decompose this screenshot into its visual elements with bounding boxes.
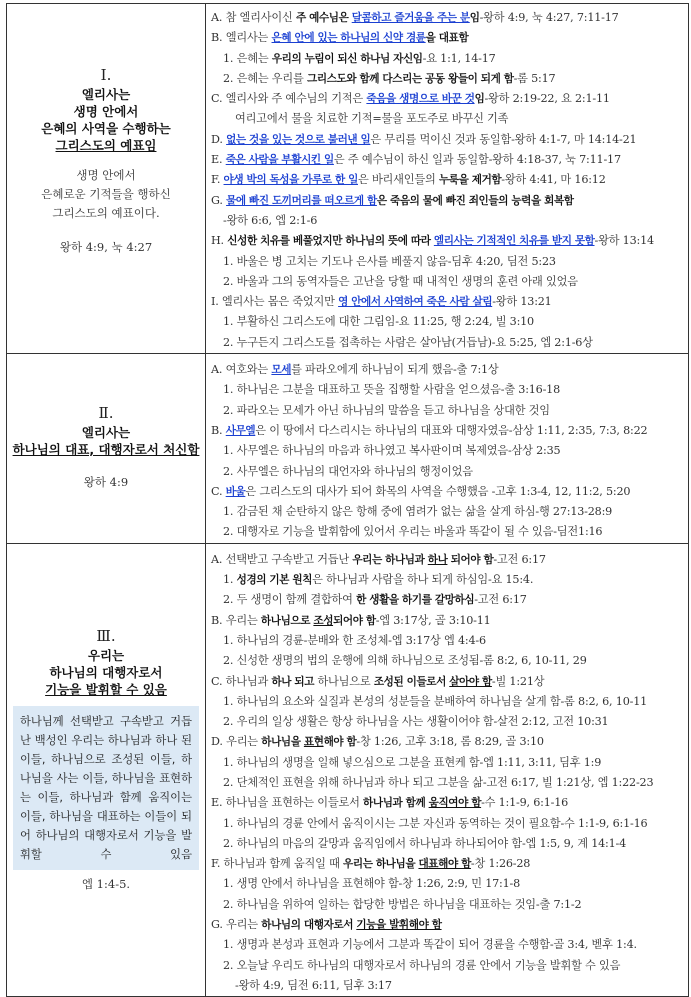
point-text: 1. [223, 573, 237, 587]
point-text: -창 1:26-28 [470, 857, 531, 871]
point-text: 은 이 땅에서 다스리시는 하나님의 대표와 대행자였음-삼상 1:11, 2:35, 7:3, 8:22 [255, 423, 648, 437]
section-numeral: Ⅱ. [98, 403, 114, 422]
outline-point [211, 976, 688, 996]
point-text: A. 여호와는 [211, 363, 272, 377]
outline-point [211, 231, 688, 251]
outline-point [211, 651, 688, 671]
points-list [211, 360, 688, 543]
heading-underlined: 그리스도의 예표임 [55, 137, 157, 153]
emphasis-text: 하나님의 대행자로서 [261, 919, 357, 932]
outline-point [211, 631, 688, 651]
emphasis-underlined-text: 표현 [303, 736, 324, 749]
point-text: 2. 은혜는 우리를 [223, 71, 307, 85]
emphasis-text: 누룩을 제거함 [438, 174, 502, 187]
highlight-text: 죽음을 생명으로 바꾼 것 [366, 93, 475, 106]
highlight-text: 은혜 안에 있는 하나님의 신약 경륜 [271, 32, 426, 45]
heading-line: 생명 안에서 [73, 103, 139, 119]
emphasis-text: 하나 되고 [271, 675, 315, 688]
outline-point [211, 272, 688, 292]
point-text: 1. 하나님의 생명을 일해 넣으심으로 그분을 표현케 함-엡 1:11, 3:11, 딤후 1:9 [223, 755, 602, 769]
point-text: 2. 누구든지 그리스도를 접촉하는 사람은 살아남(거듭남)-요 5:25, 엡 2:1-6상 [223, 335, 593, 349]
highlight-text: 엘리사는 기적적인 치유를 받지 못함 [433, 235, 595, 248]
outline-point [211, 712, 688, 732]
point-text: -왕하 4:9, 눅 4:27, 7:11-17 [479, 11, 619, 24]
outline-point [211, 550, 688, 570]
point-text: 1. 생명 안에서 하나님을 표현해야 함-창 1:26, 2:9, 민 17:1-8 [223, 877, 521, 891]
outline-point [211, 732, 688, 752]
emphasis-underlined-text: 대표해야 함 [418, 858, 471, 871]
outline-point [211, 150, 688, 170]
points-list [211, 550, 688, 997]
emphasis-text: 하나님으로 [260, 614, 314, 627]
point-text: 2. 바울과 그의 동역자들은 고난을 당할 때 내적인 생명의 훈련 아래 있었음 [223, 274, 578, 288]
emphasis-text: 하나님을 [261, 736, 304, 749]
section-1-row [7, 4, 689, 354]
point-text: 1. 바울은 병 고치는 기도나 은사를 베풀지 않음-딤후 4:20, 딤전 5:23 [223, 254, 556, 268]
point-text: 1. 하나님의 경륜 안에서 움직이시는 그분 자신과 동역하는 것이 필요함-수 1:1-9, 6:1-16 [223, 816, 648, 830]
point-text: A. 선택받고 구속받고 거듭난 [211, 552, 353, 566]
outline-point [211, 814, 688, 834]
outline-point [211, 935, 688, 955]
heading-line: 하나님의 대행자로서 [49, 665, 163, 681]
point-text: -고전 6:17 [474, 593, 527, 607]
section-3-points-cell [206, 543, 689, 997]
point-text: 1. 감금된 채 순탄하지 않은 항해 중에 염려가 없는 삶을 살게 하심-행 27:13-28:9 [223, 505, 613, 519]
point-text: -롬 5:17 [513, 71, 556, 85]
point-text: -요 1:1, 14-17 [422, 51, 496, 65]
emphasis-text: 그리스도와 함께 다스리는 공동 왕들이 되게 함 [307, 72, 514, 85]
emphasis-text: 우리는 하나님을 [343, 858, 419, 871]
outline-point [211, 915, 688, 935]
outline-point [211, 312, 688, 332]
outline-point [211, 956, 688, 976]
outline-point [211, 570, 688, 590]
point-text: C. 엘리사와 주 예수님의 기적은 [211, 92, 367, 106]
point-text: 은 그리스도의 대사가 되어 화목의 사역을 수행했음 -고후 1:3-4, 12, 11:2, 5:20 [245, 484, 631, 498]
section-numeral: Ⅰ. [100, 65, 112, 84]
outline-point [211, 482, 688, 502]
emphasis-text: 되어야 함 [447, 553, 494, 566]
heading-line: 엘리사는 [81, 86, 131, 102]
outline-point [211, 834, 688, 854]
point-text: -창 1:26, 고후 3:18, 롬 8:29, 골 3:10 [356, 735, 544, 749]
point-text: B. 우리는 [211, 613, 261, 627]
point-text: -왕하 2:19-22, 요 2:1-11 [484, 92, 610, 106]
emphasis-underlined-text: 하나 [427, 553, 448, 566]
point-text: 2. 대행자로 기능을 발휘함에 있어서 우리는 바울과 똑같이 될 수 있음-딤전1:16 [223, 525, 603, 539]
emphasis-underlined-text: 살아야 함 [449, 675, 492, 688]
highlight-text: 물에 빠진 도끼머리를 떠오르게 함 [226, 194, 377, 207]
outline-point [211, 462, 688, 482]
point-text: F. 하나님과 함께 움직일 때 [211, 857, 344, 871]
outline-point [211, 590, 688, 610]
point-text: 2. 신성한 생명의 법의 운행에 의해 하나님으로 조성됨-롬 8:2, 6, 10-11, 29 [223, 654, 587, 668]
point-text: C. 하나님과 [211, 674, 272, 688]
point-text: -왕하 6:6, 엡 2:1-6 [223, 213, 318, 227]
emphasis-text: 임 [474, 93, 485, 106]
outline-point [211, 292, 688, 312]
outline-point [211, 502, 688, 522]
point-text: 2. 하나님의 마음의 갈망과 움직임에서 하나님과 하나되어야 함-엡 1:5, 9, 계 14:1-4 [223, 836, 627, 850]
emphasis-underlined-text: 조성 [313, 614, 334, 627]
emphasis-text: 우리의 누림이 되신 하나님 자신임 [271, 52, 423, 65]
point-text: 은 하나님과 사람을 하나 되게 하심임-요 15:4. [312, 573, 534, 587]
outline-point [211, 854, 688, 874]
point-text: G. 우리는 [211, 918, 262, 932]
point-text: 2. 우리의 일상 생활은 항상 하나님을 사는 생활이어야 함-살전 2:12, 고전 10:31 [223, 715, 609, 729]
highlight-text: 바울 [225, 485, 246, 498]
outline-point [211, 252, 688, 272]
point-text: G. [211, 193, 227, 207]
outline-point [211, 793, 688, 813]
section-2-row [7, 354, 689, 544]
point-text: 1. 사무엘은 하나님의 마음과 하나였고 복사판이며 복제였음-삼상 2:35 [223, 444, 561, 458]
outline-point [211, 380, 688, 400]
emphasis-text: 조성된 이들로서 [373, 675, 450, 688]
section-2-header-cell [7, 354, 206, 544]
description-line: 은혜로운 기적들을 행하신 [41, 186, 171, 201]
outline-point [211, 69, 688, 89]
section-description [41, 166, 171, 223]
point-text: 은 바리새인들의 [357, 173, 439, 187]
point-text: 2. 두 생명이 함께 결합하여 [223, 593, 357, 607]
point-text: 2. 하나님을 위하여 일하는 합당한 방법은 하나님을 대표하는 것임-출 7:1-2 [223, 897, 582, 911]
outline-point [211, 895, 688, 915]
point-text: 1. 부활하신 그리스도에 대한 그림임-요 11:25, 행 2:24, 빌 3:10 [223, 315, 534, 329]
point-text: 를 파라오에게 하나님이 되게 했음-출 7:1상 [291, 363, 499, 377]
emphasis-text: 은 죽음의 물에 빠진 죄인들의 능력을 회복함 [376, 194, 574, 207]
highlight-text: 영 안에서 사역하여 죽은 사람 살림 [338, 296, 493, 309]
point-text: I. 엘리사는 몸은 죽었지만 [211, 295, 339, 309]
description-line: 그리스도의 예표이다. [52, 205, 160, 220]
outline-point [211, 611, 688, 631]
outline-point [211, 773, 688, 793]
point-text: -왕하 13:14 [594, 234, 654, 248]
section-2-points-cell [206, 354, 689, 544]
point-text: -고전 6:17 [493, 552, 546, 566]
emphasis-text: 임 [469, 12, 480, 24]
heading-underlined: 기능을 발휘할 수 있음 [45, 682, 167, 698]
section-reference: 왕하 4:9 [83, 474, 129, 489]
point-text: 1. 하나님의 경륜-분배와 한 조성체-엡 3:17상 엡 4:4-6 [223, 633, 486, 647]
outline-point [211, 672, 688, 692]
point-text: 은 무리를 먹이신 것과 동일함-왕하 4:1-7, 마 14:14-21 [370, 132, 637, 146]
point-text: C. [211, 484, 226, 498]
section-heading [45, 647, 167, 698]
emphasis-underlined-text: 움직여야 함 [428, 797, 482, 810]
section-3-row [7, 543, 689, 997]
outline-point [211, 874, 688, 894]
section-reference: 왕하 4:9, 눅 4:27 [59, 239, 153, 254]
outline-point [211, 8, 688, 28]
section-reference: 엡 1:4-5. [81, 877, 131, 892]
outline-point [211, 333, 688, 353]
highlight-text: 죽은 사람을 부활시킨 일 [225, 154, 334, 167]
section-heading [41, 86, 170, 154]
outline-point [211, 753, 688, 773]
point-text: 2. 파라오는 모세가 아닌 하나님의 말씀을 듣고 하나님을 상대한 것임 [223, 403, 550, 417]
outline-point [211, 191, 688, 211]
emphasis-text: 주 예수님은 [295, 12, 352, 24]
sermon-outline-table [6, 3, 689, 997]
emphasis-text: 신성한 치유를 베풀었지만 하나님의 뜻에 따라 [227, 235, 434, 248]
point-text: 1. 은혜는 [223, 51, 272, 65]
point-text: 2. 오늘날 우리도 하나님의 대행자로서 하나님의 경륜 안에서 기능을 발휘할 수 있음 [223, 958, 621, 972]
emphasis-underlined-text: 기능을 발휘해야 함 [356, 919, 442, 932]
point-text: E. [211, 153, 226, 167]
point-text: -왕하 4:9, 딤전 6:11, 딤후 3:17 [235, 978, 392, 992]
section-1-points-cell [206, 4, 689, 354]
point-text: 하나님으로 [314, 674, 374, 688]
point-text: -왕하 4:41, 마 16:12 [501, 173, 606, 187]
section-summary-box: 하나님께 선택받고 구속받고 거듭난 백성인 우리는 하나님과 하나 된 이들, 하나님으로 조성된 이들, 하나님을 사는 이들, 하나님을 표현하는 이들, 하나님과 함께 움직이는 이들, 하나님을 대표하는 이들이 되어 하나님의 대행자로서 기능을 발휘할 수 있음 [13, 706, 199, 870]
emphasis-text: 한 생활을 하기를 갈망하심 [356, 594, 475, 607]
outline-point [211, 522, 688, 542]
point-text: 1. 생명과 본성과 표현과 기능에서 그분과 똑같이 되어 경륜을 수행함-골 3:4, 벧후 1:4. [223, 938, 637, 952]
outline-point [211, 89, 688, 109]
point-text: 2. 단체적인 표현을 위해 하나님과 하나 되고 그분을 삶-고전 6:17, 빌 1:21상, 엡 1:22-23 [223, 775, 654, 789]
point-text: -빌 1:21상 [491, 674, 545, 688]
emphasis-text: 성경의 기본 원칙 [236, 574, 313, 587]
outline-point [211, 421, 688, 441]
heading-line: 은혜의 사역을 수행하는 [41, 120, 171, 136]
outline-point [211, 441, 688, 461]
section-3-header-cell [7, 543, 206, 997]
outline-point [211, 109, 688, 129]
outline-point [211, 360, 688, 380]
outline-point [211, 692, 688, 712]
point-text: -수 1:1-9, 6:1-16 [481, 796, 569, 810]
outline-point [211, 130, 688, 150]
emphasis-text: 을 대표함 [425, 32, 469, 45]
emphasis-text: 해야 함 [323, 736, 357, 749]
point-text: 은 주 예수님이 하신 일과 동일함-왕하 4:18-37, 눅 7:11-17 [333, 153, 621, 167]
point-text: -엡 3:17상, 골 3:10-11 [375, 613, 491, 627]
description-line: 생명 안에서 [76, 167, 136, 182]
emphasis-text: 우리는 하나님과 [352, 553, 428, 566]
point-text: 1. 하나님은 그분을 대표하고 뜻을 집행할 사람을 얻으셨음-출 3:16-18 [223, 383, 561, 397]
highlight-text: 야생 박의 독성을 가루로 한 일 [223, 174, 358, 187]
point-text: -왕하 13:21 [492, 295, 552, 309]
section-heading [13, 424, 200, 458]
highlight-text: 사무엘 [225, 424, 256, 437]
point-text: 2. 사무엘은 하나님의 대언자와 하나님의 행정이었음 [223, 464, 473, 478]
emphasis-text: 하나님과 함께 [363, 797, 429, 810]
point-text: D. [211, 132, 227, 146]
heading-line: 우리는 [87, 648, 125, 664]
heading-underlined: 하나님의 대표, 대행자로서 처신함 [12, 441, 200, 457]
outline-point [211, 211, 688, 231]
outline-point [211, 28, 688, 48]
points-list [211, 8, 688, 353]
point-text: E. 하나님을 표현하는 이들로서 [211, 796, 364, 810]
point-text: 여리고에서 물을 치료한 기적=물을 포도주로 바꾸신 기족 [235, 112, 509, 126]
highlight-text: 달콤하고 즐거움을 주는 분 [351, 12, 470, 24]
point-text: 1. 하나님의 요소와 실질과 본성의 성분들을 분배하여 하나님을 살게 함-롬 8:2, 6, 10-11 [223, 694, 648, 708]
point-text: B. [211, 423, 226, 437]
highlight-text: 모세 [271, 364, 292, 377]
emphasis-text: 되어야 함 [333, 614, 376, 627]
outline-point [211, 49, 688, 69]
point-text: A. 참 엘리사이신 [211, 11, 296, 24]
section-1-header-cell [7, 4, 206, 354]
outline-point [211, 401, 688, 421]
highlight-text: 없는 것을 있는 것으로 불러낸 일 [226, 133, 371, 146]
heading-line: 엘리사는 [81, 424, 131, 440]
point-text: D. 우리는 [211, 735, 262, 749]
point-text: F. [211, 173, 224, 187]
outline-point [211, 170, 688, 190]
point-text: B. 엘리사는 [211, 31, 272, 45]
section-numeral: Ⅲ. [96, 627, 116, 646]
point-text: H. [211, 234, 228, 248]
